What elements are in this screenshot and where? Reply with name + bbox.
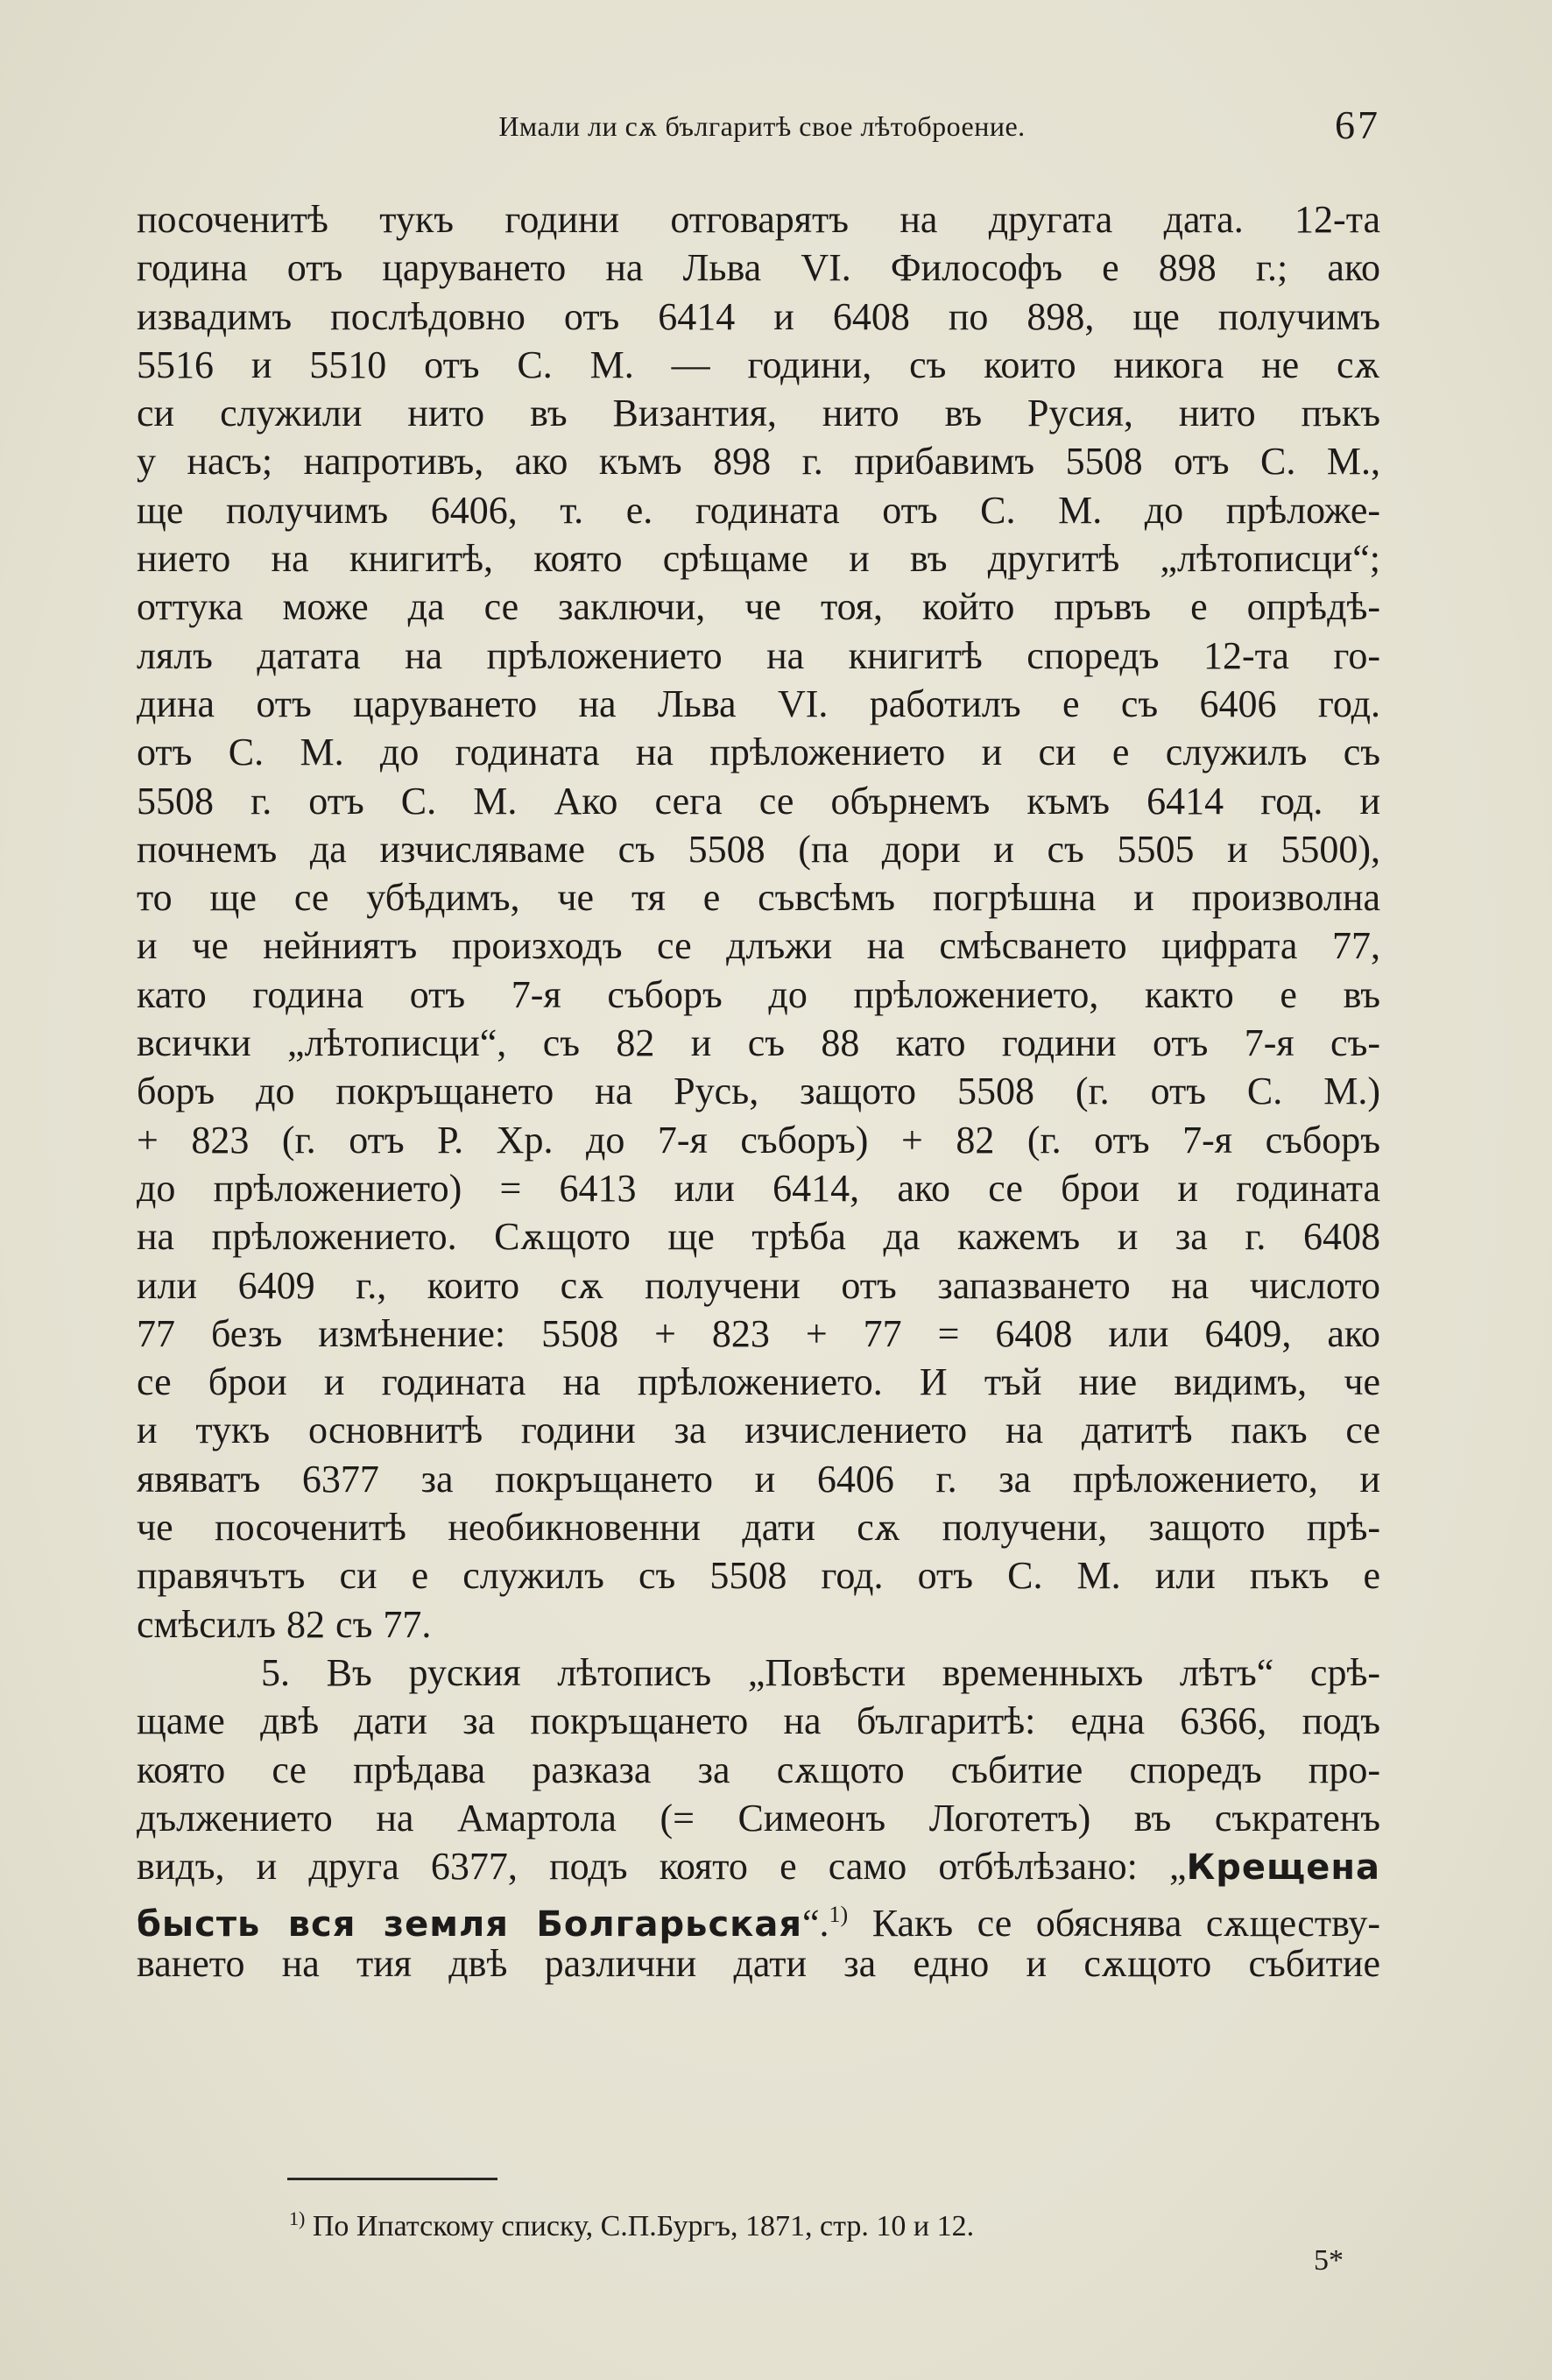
- text-line: 5508 г. отъ С. М. Ако сега се обърнемъ къмъ 6414 год. и: [137, 779, 1380, 823]
- text-line: щаме двѣ дати за покръщането на българитѣ: една 6366, подъ: [137, 1699, 1380, 1743]
- text-line: се брои и годината на прѣложението. И тъй ние видимъ, че: [137, 1360, 1380, 1404]
- text-line: като година отъ 7-я съборъ до прѣложението, както е въ: [137, 972, 1380, 1016]
- text-line: правячътъ си е служилъ съ 5508 год. отъ С. М. или пъкъ е: [137, 1554, 1380, 1598]
- text-line: година отъ царуването на Льва VI. Философъ е 898 г.; ако: [137, 246, 1380, 290]
- text-line: отъ С. М. до годината на прѣложението и си е служилъ съ: [137, 731, 1380, 774]
- running-head-title: Имали ли сѫ българитѣ свое лѣтоброение.: [498, 110, 1026, 142]
- text-line: [137, 1890, 1380, 1946]
- signature-mark: 5*: [1314, 2244, 1344, 2277]
- text-segment: “.: [802, 1902, 829, 1946]
- footnote: [289, 2207, 974, 2243]
- text-line: ще получимъ 6406, т. е. годината отъ С. М. до прѣложе-: [137, 488, 1380, 532]
- text-line: смѣсилъ 82 съ 77.: [137, 1602, 432, 1646]
- text-line: нието на книгитѣ, която срѣщаме и въ другитѣ „лѣтописци“;: [137, 537, 1380, 581]
- text-line: че посоченитѣ необикновенни дати сѫ получени, защото прѣ-: [137, 1506, 1380, 1550]
- text-line: до прѣложението) = 6413 или 6414, ако се брои и годината: [137, 1166, 1380, 1210]
- text-line: извадимъ послѣдовно отъ 6414 и 6408 по 898, ще получимъ: [137, 294, 1380, 338]
- text-line: лялъ датата на прѣложението на книгитѣ споредъ 12-та го-: [137, 633, 1380, 677]
- text-line: която се прѣдава разказа за сѫщото събитие споредъ про-: [137, 1748, 1380, 1791]
- text-line: + 823 (г. отъ Р. Хр. до 7-я съборъ) + 82 (г. отъ 7-я съборъ: [137, 1118, 1380, 1162]
- text-line: явяватъ 6377 за покръщането и 6406 г. за прѣложението, и: [137, 1457, 1380, 1501]
- text-line: или 6409 г., които сѫ получени отъ запазването на числото: [137, 1263, 1380, 1307]
- text-segment: Какъ се обяснява сѫществу-: [848, 1902, 1380, 1946]
- text-line: почнемъ да изчисляваме съ 5508 (па дори и съ 5505 и 5500),: [137, 827, 1380, 871]
- book-page: [131, 88, 1393, 2330]
- text-line: и че нейниятъ произходъ се длъжи на смѣсването цифрата 77,: [137, 924, 1380, 968]
- footnote-marker: 1): [289, 2207, 306, 2229]
- text-line: дина отъ царуването на Льва VI. работилъ е съ 6406 год.: [137, 682, 1380, 725]
- slavonic-quote: Крещена: [1186, 1847, 1380, 1889]
- text-line: всички „лѣтописци“, съ 82 и съ 88 като години отъ 7-я съ-: [137, 1021, 1380, 1065]
- text-line: 5. Въ руския лѣтописъ „Повѣсти временныхъ лѣтъ“ срѣ-: [261, 1650, 1380, 1694]
- text-line: боръ до покръщането на Русь, защото 5508 (г. отъ С. М.): [137, 1070, 1380, 1113]
- footnote-reference[interactable]: 1): [829, 1902, 849, 1928]
- text-line: 77 безъ измѣнение: 5508 + 823 + 77 = 6408 или 6409, ако: [137, 1311, 1380, 1355]
- body-text: [137, 195, 1380, 1988]
- page-number: 67: [1335, 102, 1380, 147]
- text-line: и тукъ основнитѣ години за изчислението на датитѣ пакъ се: [137, 1409, 1380, 1452]
- running-head: [131, 100, 1393, 161]
- text-line: посоченитѣ тукъ години отговарятъ на другата дата. 12-та: [137, 198, 1380, 241]
- text-line: у насъ; напротивъ, ако къмъ 898 г. прибавимъ 5508 отъ С. М.,: [137, 440, 1380, 484]
- text-line: си служили нито въ Византия, нито въ Русия, нито пъкъ: [137, 392, 1380, 435]
- text-line: 5516 и 5510 отъ С. М. — години, съ които никога не сѫ: [137, 343, 1380, 386]
- text-line: на прѣложението. Сѫщото ще трѣба да кажемъ и за г. 6408: [137, 1215, 1380, 1259]
- text-line: [137, 1842, 1380, 1890]
- text-line: то ще се убѣдимъ, че тя е съвсѣмъ погрѣшна и произволна: [137, 876, 1380, 920]
- footnote-divider: [287, 2178, 497, 2180]
- text-line: дължението на Амартола (= Симеонъ Логотетъ) въ съкратенъ: [137, 1796, 1380, 1840]
- slavonic-quote: бысть вся земля Болгарьская: [137, 1904, 802, 1946]
- footnote-text: По Ипатскому списку, С.П.Бургъ, 1871, стр. 10 и 12.: [305, 2210, 975, 2242]
- text-line: ването на тия двѣ различни дати за едно и сѫщото събитие: [137, 1941, 1380, 1985]
- text-segment: видъ, и друга 6377, подъ която е само отбѣлѣзано: „: [137, 1845, 1187, 1889]
- text-line: оттука може да се заключи, че тоя, който пръвъ е опрѣдѣ-: [137, 585, 1380, 629]
